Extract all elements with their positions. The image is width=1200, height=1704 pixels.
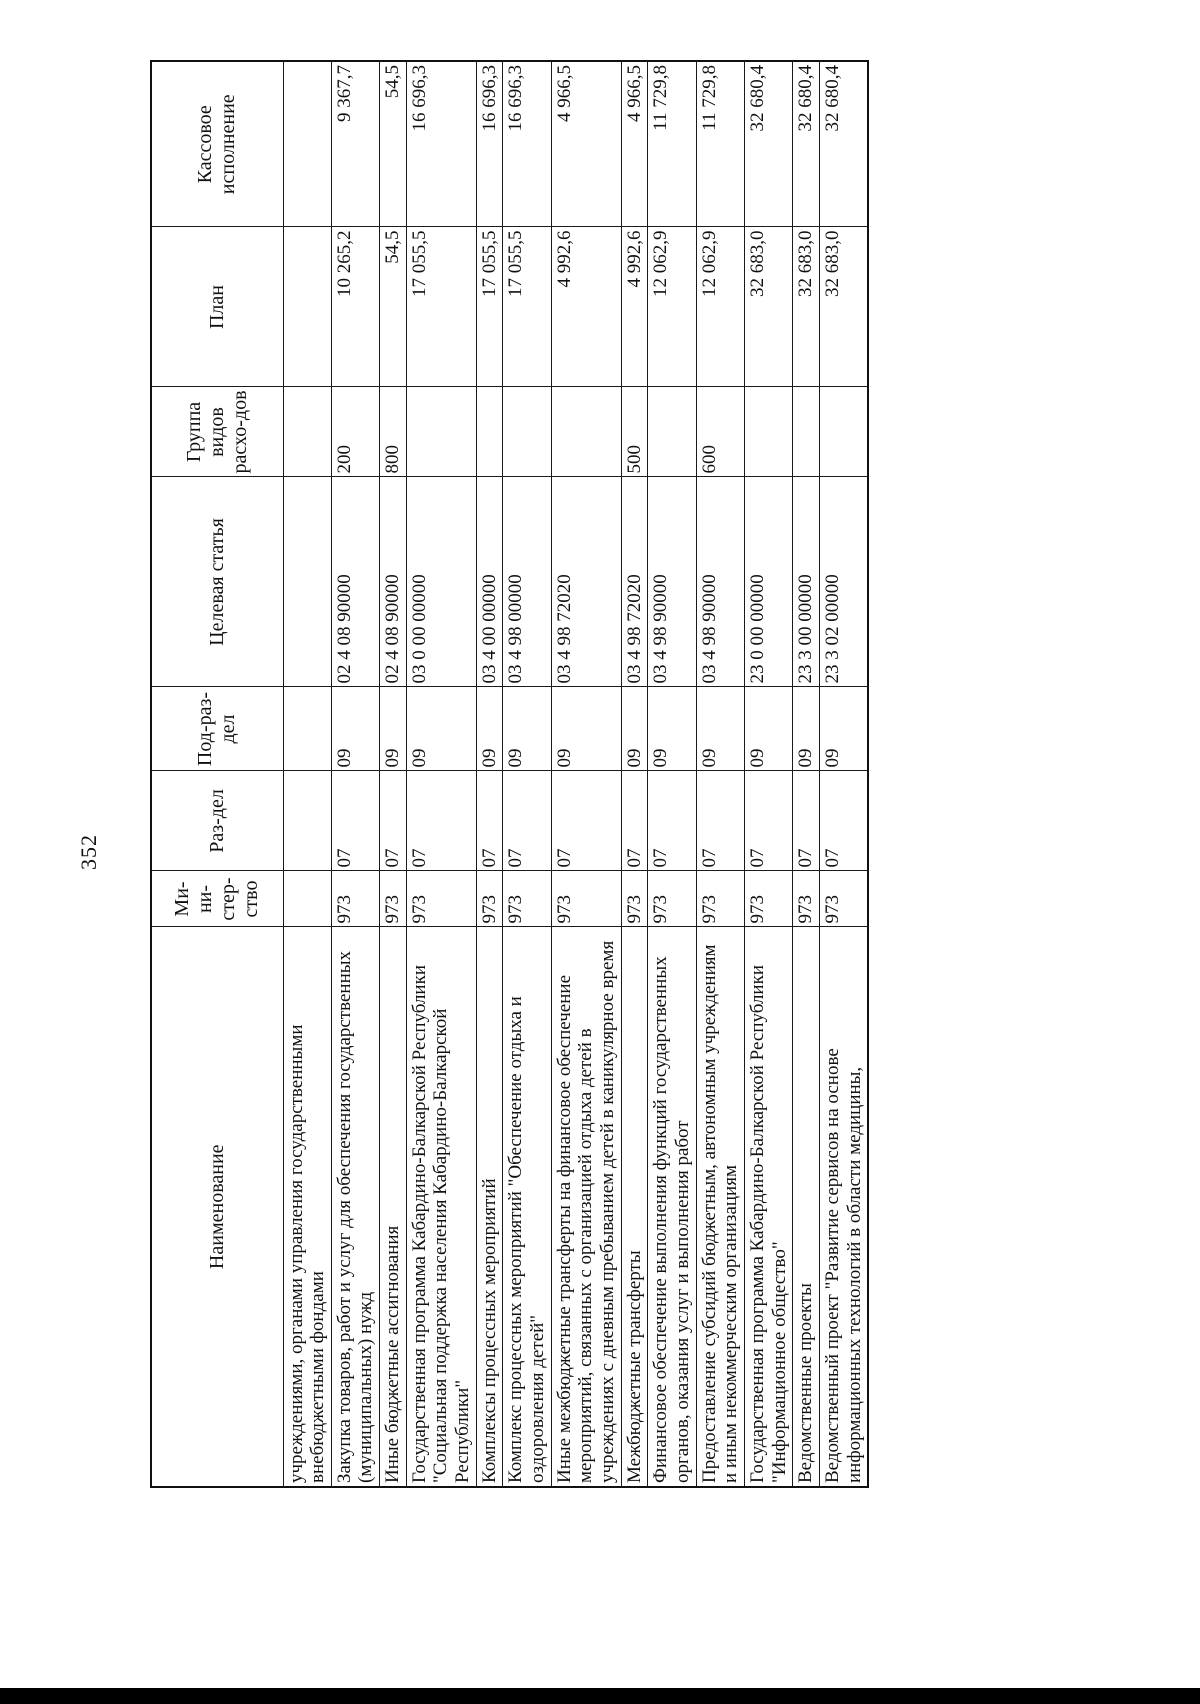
cell-subsection: 09 bbox=[551, 687, 621, 771]
cell-execution: 4 966,5 bbox=[551, 61, 621, 227]
table-row bbox=[621, 61, 648, 1487]
cell-subsection: 09 bbox=[696, 687, 744, 771]
cell-target-article: 03 0 00 00000 bbox=[406, 477, 476, 687]
cell-expense-group: 200 bbox=[331, 387, 379, 477]
cell-section: 07 bbox=[551, 771, 621, 871]
table-row bbox=[503, 61, 551, 1487]
header-target-article: Целевая статья bbox=[151, 477, 283, 687]
cell-section: 07 bbox=[793, 771, 820, 871]
cell-plan: 32 683,0 bbox=[819, 227, 868, 387]
cell-target-article: 02 4 08 90000 bbox=[380, 477, 407, 687]
cell-ministry: 973 bbox=[696, 871, 744, 927]
cell-ministry: 973 bbox=[503, 871, 551, 927]
cell-plan: 32 683,0 bbox=[793, 227, 820, 387]
cell-expense-group bbox=[503, 387, 551, 477]
cell-name: Государственная программа Кабардино-Балкарской Республики "Информационное общество" bbox=[744, 927, 792, 1487]
cell-ministry: 973 bbox=[744, 871, 792, 927]
cell-execution: 11 729,8 bbox=[648, 61, 696, 227]
cell-ministry: 973 bbox=[331, 871, 379, 927]
cell-target-article: 03 4 98 00000 bbox=[503, 477, 551, 687]
cell-target-article: 23 3 02 00000 bbox=[819, 477, 868, 687]
cell-target-article: 23 3 00 00000 bbox=[793, 477, 820, 687]
cell-section: 07 bbox=[621, 771, 648, 871]
cell-name: Закупка товаров, работ и услуг для обеспечения государственных (муниципальных) нужд bbox=[331, 927, 379, 1487]
cell-name: Ведомственный проект "Развитие сервисов на основе информационных технологий в области медицины, bbox=[819, 927, 868, 1487]
cell-section: 07 bbox=[406, 771, 476, 871]
cell-expense-group: 800 bbox=[380, 387, 407, 477]
cell-ministry: 973 bbox=[476, 871, 503, 927]
cell-name: Комплексы процессных мероприятий bbox=[476, 927, 503, 1487]
cell-section: 07 bbox=[331, 771, 379, 871]
scan-border-bottom bbox=[0, 1688, 1200, 1704]
cell-execution bbox=[283, 61, 331, 227]
header-name: Наименование bbox=[151, 927, 283, 1487]
header-plan: План bbox=[151, 227, 283, 387]
cell-subsection: 09 bbox=[380, 687, 407, 771]
cell-ministry: 973 bbox=[621, 871, 648, 927]
table-row bbox=[331, 61, 379, 1487]
cell-plan: 54,5 bbox=[380, 227, 407, 387]
cell-name: Межбюджетные трансферты bbox=[621, 927, 648, 1487]
cell-expense-group bbox=[819, 387, 868, 477]
cell-name: Иные бюджетные ассигнования bbox=[380, 927, 407, 1487]
cell-subsection: 09 bbox=[819, 687, 868, 771]
cell-name: Государственная программа Кабардино-Балкарской Республики "Социальная поддержка населения Кабардино-Балкарской Республики" bbox=[406, 927, 476, 1487]
cell-execution: 32 680,4 bbox=[819, 61, 868, 227]
table-row bbox=[476, 61, 503, 1487]
cell-plan: 4 992,6 bbox=[551, 227, 621, 387]
cell-plan: 17 055,5 bbox=[406, 227, 476, 387]
cell-subsection: 09 bbox=[648, 687, 696, 771]
header-subsection: Под-раз-дел bbox=[151, 687, 283, 771]
cell-ministry bbox=[283, 871, 331, 927]
table-row bbox=[819, 61, 868, 1487]
cell-subsection: 09 bbox=[744, 687, 792, 771]
cell-target-article: 03 4 98 72020 bbox=[551, 477, 621, 687]
header-ministry: Ми-ни-стер-ство bbox=[151, 871, 283, 927]
cell-plan: 4 992,6 bbox=[621, 227, 648, 387]
cell-expense-group bbox=[283, 387, 331, 477]
cell-expense-group bbox=[744, 387, 792, 477]
cell-ministry: 973 bbox=[551, 871, 621, 927]
cell-section: 07 bbox=[476, 771, 503, 871]
page-number: 352 bbox=[76, 834, 101, 870]
cell-section: 07 bbox=[696, 771, 744, 871]
cell-execution: 32 680,4 bbox=[744, 61, 792, 227]
cell-target-article: 02 4 08 90000 bbox=[331, 477, 379, 687]
table-row bbox=[283, 61, 331, 1487]
budget-table bbox=[150, 60, 869, 1488]
cell-plan: 12 062,9 bbox=[696, 227, 744, 387]
table-row bbox=[696, 61, 744, 1487]
table-body bbox=[283, 61, 868, 1487]
header-execution: Кассовое исполнение bbox=[151, 61, 283, 227]
cell-subsection: 09 bbox=[331, 687, 379, 771]
cell-section: 07 bbox=[744, 771, 792, 871]
cell-execution: 32 680,4 bbox=[793, 61, 820, 227]
cell-expense-group bbox=[648, 387, 696, 477]
cell-subsection bbox=[283, 687, 331, 771]
cell-plan: 17 055,5 bbox=[476, 227, 503, 387]
cell-name: Ведомственные проекты bbox=[793, 927, 820, 1487]
header-section: Раз-дел bbox=[151, 771, 283, 871]
cell-ministry: 973 bbox=[406, 871, 476, 927]
table-row bbox=[380, 61, 407, 1487]
cell-subsection: 09 bbox=[621, 687, 648, 771]
header-expense-group: Группа видов расхо-дов bbox=[151, 387, 283, 477]
cell-target-article: 03 4 98 72020 bbox=[621, 477, 648, 687]
budget-table-wrapper bbox=[150, 60, 869, 1488]
cell-name: Комплекс процессных мероприятий "Обеспечение отдыха и оздоровления детей" bbox=[503, 927, 551, 1487]
cell-ministry: 973 bbox=[380, 871, 407, 927]
cell-execution: 54,5 bbox=[380, 61, 407, 227]
cell-subsection: 09 bbox=[503, 687, 551, 771]
cell-expense-group: 500 bbox=[621, 387, 648, 477]
table-row bbox=[744, 61, 792, 1487]
cell-target-article: 03 4 98 90000 bbox=[696, 477, 744, 687]
cell-name: Предоставление субсидий бюджетным, автономным учреждениям и иным некоммерческим организациям bbox=[696, 927, 744, 1487]
cell-ministry: 973 bbox=[793, 871, 820, 927]
table-header-row bbox=[151, 61, 283, 1487]
cell-execution: 16 696,3 bbox=[406, 61, 476, 227]
cell-expense-group bbox=[551, 387, 621, 477]
cell-ministry: 973 bbox=[648, 871, 696, 927]
cell-subsection: 09 bbox=[406, 687, 476, 771]
table-row bbox=[551, 61, 621, 1487]
cell-target-article: 23 0 00 00000 bbox=[744, 477, 792, 687]
cell-expense-group bbox=[406, 387, 476, 477]
cell-ministry: 973 bbox=[819, 871, 868, 927]
cell-target-article: 03 4 98 90000 bbox=[648, 477, 696, 687]
cell-section: 07 bbox=[819, 771, 868, 871]
cell-expense-group bbox=[793, 387, 820, 477]
cell-expense-group: 600 bbox=[696, 387, 744, 477]
cell-expense-group bbox=[476, 387, 503, 477]
cell-execution: 11 729,8 bbox=[696, 61, 744, 227]
cell-execution: 16 696,3 bbox=[503, 61, 551, 227]
cell-section: 07 bbox=[380, 771, 407, 871]
table-row bbox=[793, 61, 820, 1487]
cell-name: учреждениями, органами управления государственными внебюджетными фондами bbox=[283, 927, 331, 1487]
cell-plan: 32 683,0 bbox=[744, 227, 792, 387]
cell-execution: 4 966,5 bbox=[621, 61, 648, 227]
cell-execution: 9 367,7 bbox=[331, 61, 379, 227]
cell-subsection: 09 bbox=[476, 687, 503, 771]
cell-plan: 17 055,5 bbox=[503, 227, 551, 387]
cell-plan: 12 062,9 bbox=[648, 227, 696, 387]
cell-section: 07 bbox=[503, 771, 551, 871]
cell-subsection: 09 bbox=[793, 687, 820, 771]
table-row bbox=[648, 61, 696, 1487]
cell-execution: 16 696,3 bbox=[476, 61, 503, 227]
cell-plan bbox=[283, 227, 331, 387]
table-row bbox=[406, 61, 476, 1487]
cell-section bbox=[283, 771, 331, 871]
cell-section: 07 bbox=[648, 771, 696, 871]
cell-plan: 10 265,2 bbox=[331, 227, 379, 387]
cell-target-article: 03 4 00 00000 bbox=[476, 477, 503, 687]
cell-name: Иные межбюджетные трансферты на финансовое обеспечение мероприятий, связанных с организацией отдыха детей в учреждениях с дневным пребыванием детей в каникулярное время bbox=[551, 927, 621, 1487]
cell-target-article bbox=[283, 477, 331, 687]
cell-name: Финансовое обеспечение выполнения функций государственных органов, оказания услуг и выполнения работ bbox=[648, 927, 696, 1487]
